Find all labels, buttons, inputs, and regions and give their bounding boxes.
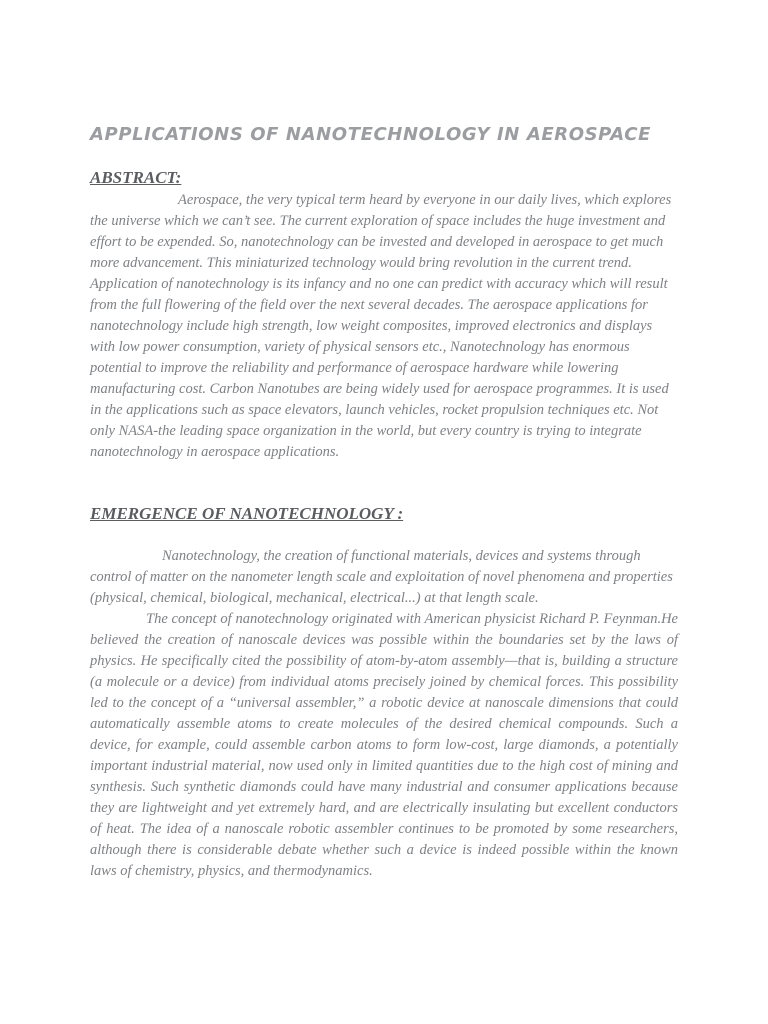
emergence-paragraph-1: Nanotechnology, the creation of functional materials, devices and systems through control of matter on the nanometer length scale and exploitation of novel phenomena and properties (physical, chemical, biological, mechanical, electrical...) at that length scale. — [90, 548, 673, 606]
document-title: APPLICATIONS OF NANOTECHNOLOGY IN AEROSPACE — [90, 124, 651, 145]
abstract-paragraph: Aerospace, the very typical term heard by everyone in our daily lives, which explores the universe which we can’t see. The current exploration of space includes the huge investment and effort to be expended. So, nanotechnology can be invested and developed in aerospace to get much more advancement. This miniaturized technology would bring revolution in the current trend. Application of nanotechnology is its infancy and no one can predict with accuracy which will result from the full flowering of the field over the next several decades. The aerospace applications for nanotechnology include high strength, low weight composites, improved electronics and displays with low power consumption, variety of physical sensors etc., Nanotechnology has enormous potential to improve the reliability and performance of aerospace hardware while lowering manufacturing cost. Carbon Nanotubes are being widely used for aerospace programmes. It is used in the applications such as space elevators, launch vehicles, rocket propulsion techniques etc. Not only NASA-the leading space organization in the world, but every country is trying to integrate nanotechnology in aerospace applications. — [90, 192, 672, 460]
emergence-heading: EMERGENCE OF NANOTECHNOLOGY : — [90, 504, 404, 523]
abstract-heading: ABSTRACT: — [90, 168, 182, 187]
emergence-paragraph-2: The concept of nanotechnology originated with American physicist Richard P. Feynman.He believed the creation of nanoscale devices was possible within the boundaries set by the laws of physics. He specifically cited the possibility of atom-by-atom assembly—that is, building a structure (a molecule or a device) from individual atoms precisely joined by chemical forces. This possibility led to the concept of a “universal assembler,” a robotic device at nanoscale dimensions that could automatically assemble atoms to create molecules of the desired chemical compounds. Such a device, for example, could assemble carbon atoms to form low-cost, large diamonds, a potentially important industrial material, now used only in limited quantities due to the high cost of mining and synthesis. Such synthetic diamonds could have many industrial and consumer applications because they are lightweight and yet extremely hard, and are electrically insulating but excellent conductors of heat. The idea of a nanoscale robotic assembler continues to be promoted by some researchers, although there is considerable debate whether such a device is indeed possible within the known laws of chemistry, physics, and thermodynamics. — [90, 611, 678, 879]
